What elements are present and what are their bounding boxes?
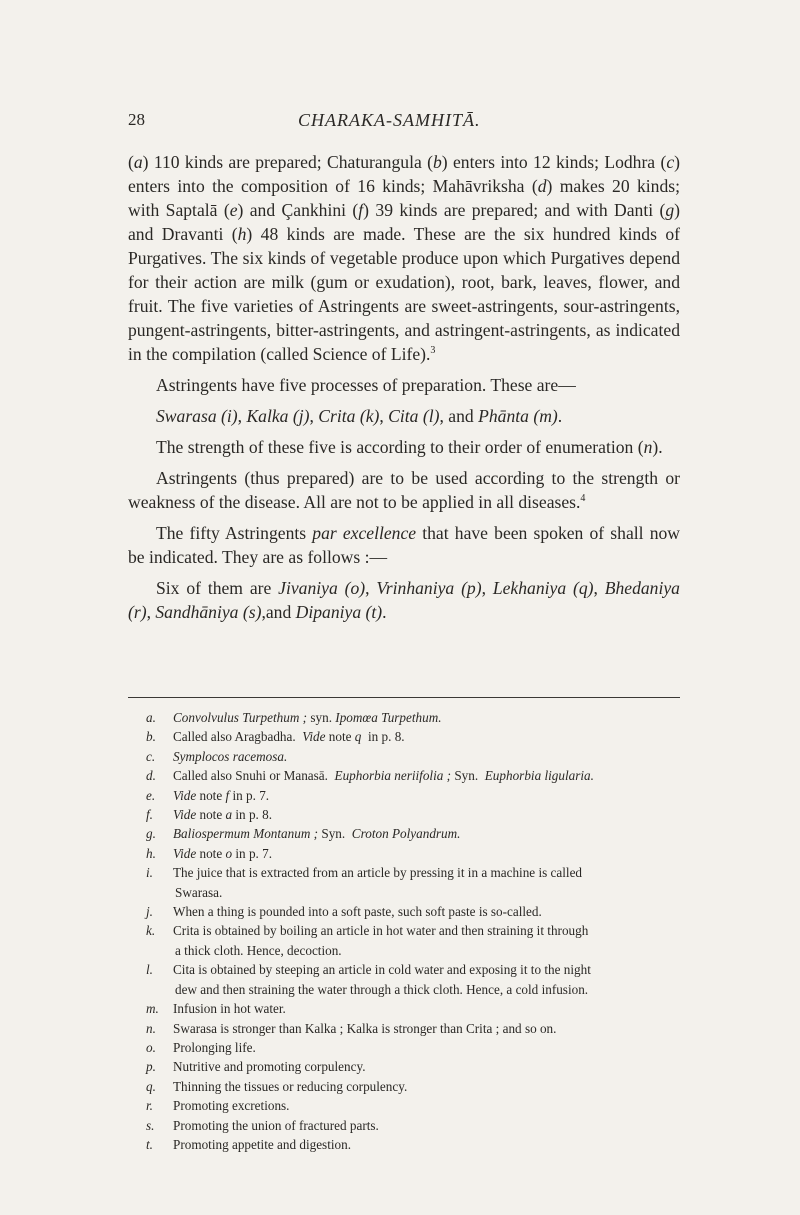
footnote-s: s. Promoting the union of fractured parts.	[146, 1117, 379, 1133]
footnote-r: r. Promoting excretions.	[146, 1098, 290, 1114]
footnote-o: o. Prolonging life.	[146, 1039, 256, 1055]
footnote-c: c. Symplocos racemosa.	[146, 748, 288, 764]
paragraph-6: The fifty Astringents par excellence that have been spoken of shall now be indicated. They are as follows :—	[128, 523, 680, 567]
footnote-e: e. Vide note f in p. 7.	[146, 787, 270, 803]
footnote-a: a. Convolvulus Turpethum ; syn. Ipomœa Turpethum.	[146, 710, 442, 725]
paragraph-4: The strength of these five is according to their order of enumeration (n).	[156, 437, 663, 457]
footnote-t: t. Promoting appetite and digestion.	[146, 1136, 352, 1152]
paragraph-1: (a) 110 kinds are prepared; Chaturangula (b) enters into 12 kinds; Lodhra (c) enters into the composition of 16 kinds; Mahāvriksha (d) makes 20 kinds; with Saptalā (e) and Çankhini (f) 39 kinds are prepared; and with Danti (g) and Dravanti (h) 48 kinds are made. These are the six hundred kinds of Purgatives. The six kinds of vegetable produce upon which Purgatives depend for their action are milk (gum or exudation), root, bark, leaves, flower, and fruit. The five varieties of Astringents are sweet-astringents, sour-astringents, pungent-astringents, bitter-astringents, and astringent-astringents, as indicated in the compilation (called Science of Life).$^3$	[128, 152, 681, 364]
footnote-j: j. When a thing is pounded into a soft paste, such soft paste is so-called.	[146, 904, 542, 920]
footnote-l: l. Cita is obtained by steeping an article in cold water and exposing it to the night dew and then straining the water through a thick cloth. Hence, a cold infusion.	[146, 962, 591, 997]
footnote-f: f. Vide note a in p. 8.	[146, 807, 273, 823]
footnote-q: q. Thinning the tissues or reducing corpulency.	[146, 1078, 408, 1094]
footnote-h: h. Vide note o in p. 7.	[146, 845, 273, 861]
footnote-divider	[128, 697, 680, 698]
footnote-d: d. Called also Snuhi or Manasā. Euphorbia neriifolia ; Syn. Euphorbia ligularia.	[146, 768, 594, 784]
footnote-g: g. Baliospermum Montanum ; Syn. Croton Polyandrum.	[146, 826, 461, 842]
paragraph-5: Astringents (thus prepared) are to be used according to the strength or weakness of the disease. All are not to be applied in all diseases.$^4$	[128, 468, 680, 512]
running-title: CHARAKA-SAMHITĀ.	[298, 110, 481, 130]
footnote-n: n. Swarasa is stronger than Kalka ; Kalka is stronger than Crita ; and so on.	[146, 1020, 557, 1036]
paragraph-3: Swarasa (i), Kalka (j), Crita (k), Cita (l), and Phānta (m).	[156, 406, 563, 426]
footnote-b: b. Called also Aragbadha. Vide note q in p. 8.	[146, 729, 405, 745]
body-text	[128, 150, 680, 624]
page-number: 28	[128, 110, 145, 129]
paragraph-7: Six of them are Jivaniya (o), Vrinhaniya (p), Lekhaniya (q), Bhedaniya (r), Sandhāniya (s),and Dipaniya (t).	[128, 578, 680, 622]
footnote-p: p. Nutritive and promoting corpulency.	[146, 1059, 366, 1075]
footnote-i: i. The juice that is extracted from an article by pressing it in a machine is called Swarasa.	[146, 865, 583, 900]
footnote-m: m. Infusion in hot water.	[146, 1001, 286, 1017]
footnotes	[146, 708, 686, 1154]
page-header	[128, 110, 680, 134]
paragraph-2: Astringents have five processes of preparation. These are—	[156, 375, 576, 395]
footnote-ref: 4	[580, 493, 586, 505]
footnote-k: k. Crita is obtained by boiling an article in hot water and then straining it through a thick cloth. Hence, decoction.	[146, 923, 589, 958]
footnote-ref: 3	[430, 345, 436, 357]
